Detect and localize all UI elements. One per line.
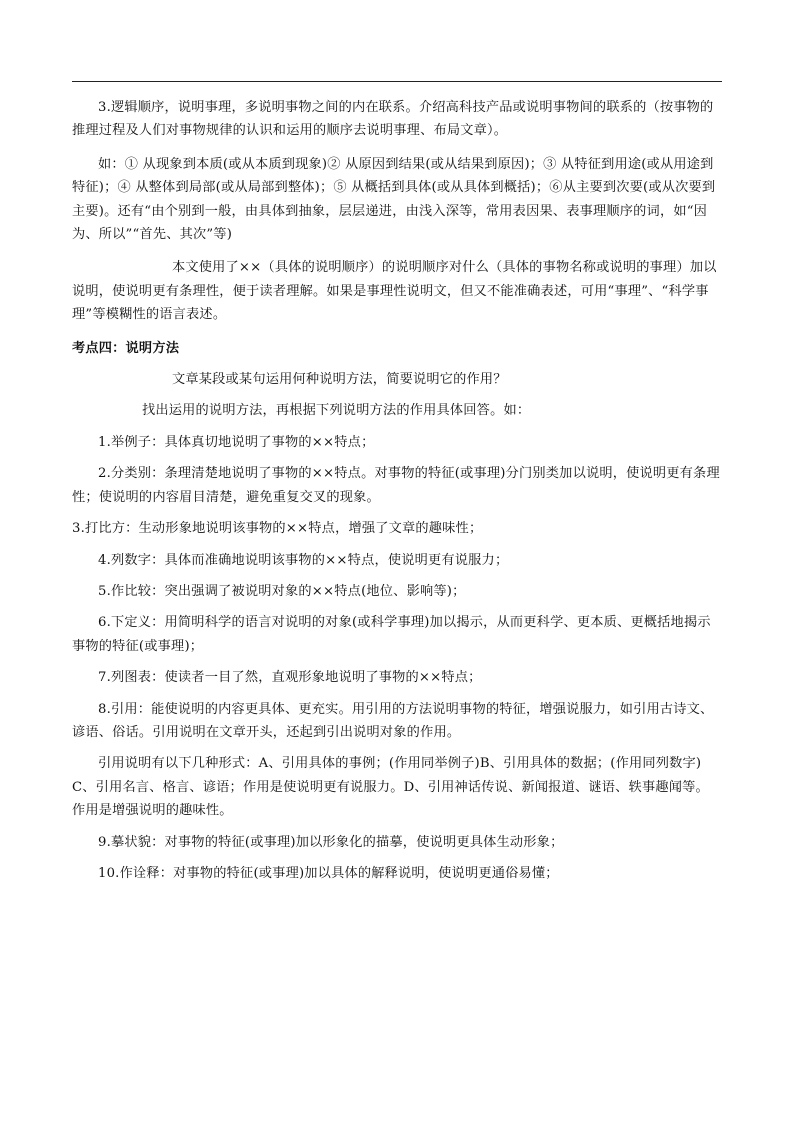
paragraph-examples: 如：① 从现象到本质(或从本质到现象)② 从原因到结果(或从结果到原因)；③ 从特征到用途(或从用途到特征)；④ 从整体到局部(或从局部到整体)；⑤ 从概括到具体(或从具体到概括)；⑥从主要到次要(或从次要到主要)。还有“由个别到一般，由具体到抽象，层层递进，由浅入深等，常用表因果、表事理顺序的词，如“因为、所以”“首先、其次”等) [72,156,716,243]
paragraph-logical-order: 3.逻辑顺序，说明事理，多说明事物之间的内在联系。介绍高科技产品或说明事物间的联系的（按事物的推理过程及人们对事物规律的认识和运用的顺序去说明事理、布局文章）。 [72,100,714,139]
method-describe: 9.摹状貌：对事物的特征(或事理)加以形象化的描摹，使说明更具体生动形象； [98,834,564,850]
method-explain: 10.作诠释：对事物的特征(或事理)加以具体的解释说明，使说明更通俗易懂； [98,865,559,881]
question-line: 文章某段或某句运用何种说明方法，简要说明它的作用？ [172,372,507,388]
method-compare: 5.作比较：突出强调了被说明对象的××特点(地位、影响等)； [98,583,466,599]
method-definition: 6.下定义：用简明科学的语言对说明的对象(或科学事理)加以揭示，从而更科学、更本质、更概括地揭示事物的特征(或事理)； [72,615,711,654]
method-chart: 7.列图表：使读者一目了然，直观形象地说明了事物的××特点； [98,670,482,686]
document-body [72,96,722,885]
method-analogy: 3.打比方：生动形象地说明该事物的××特点，增强了文章的趣味性； [72,521,483,537]
method-quote-forms: 引用说明有以下几种形式：A、引用具体的事例；(作用同举例子)B、引用具体的数据；(作用同列数字)C、引用名言、格言、谚语；作用是使说明更有说服力。D、引用神话传说、新闻报道、谜语、轶事趣闻等。作用是增强说明的趣味性。 [72,756,709,819]
paragraph-answer-template: 本文使用了××（具体的说明顺序）的说明顺序对什么（具体的事物名称或说明的事理）加以说明，使说明更有条理性，便于读者理解。如果是事理性说明文，但又不能准确表述，可用“事理”、“科学事理”等模糊性的语言表述。 [72,260,717,323]
instruction-line: 找出运用的说明方法，再根据下列说明方法的作用具体回答。如： [142,403,531,419]
method-numbers: 4.列数字：具体而准确地说明该事物的××特点，使说明更有说服力； [98,552,509,568]
method-classify: 2.分类别：条理清楚地说明了事物的××特点。对事物的特征(或事理)分门别类加以说明，使说明更有条理性；使说明的内容眉目清楚，避免重复交叉的现象。 [72,466,720,505]
method-quote: 8.引用：能使说明的内容更具体、更充实。用引用的方法说明事物的特征，增强说服力，如引用古诗文、谚语、俗话。引用说明在文章开头，还起到引出说明对象的作用。 [72,701,714,740]
header-rule [72,81,722,82]
method-example: 1.举例子：具体真切地说明了事物的××特点； [98,434,375,450]
section-heading: 考点四：说明方法 [72,340,180,356]
